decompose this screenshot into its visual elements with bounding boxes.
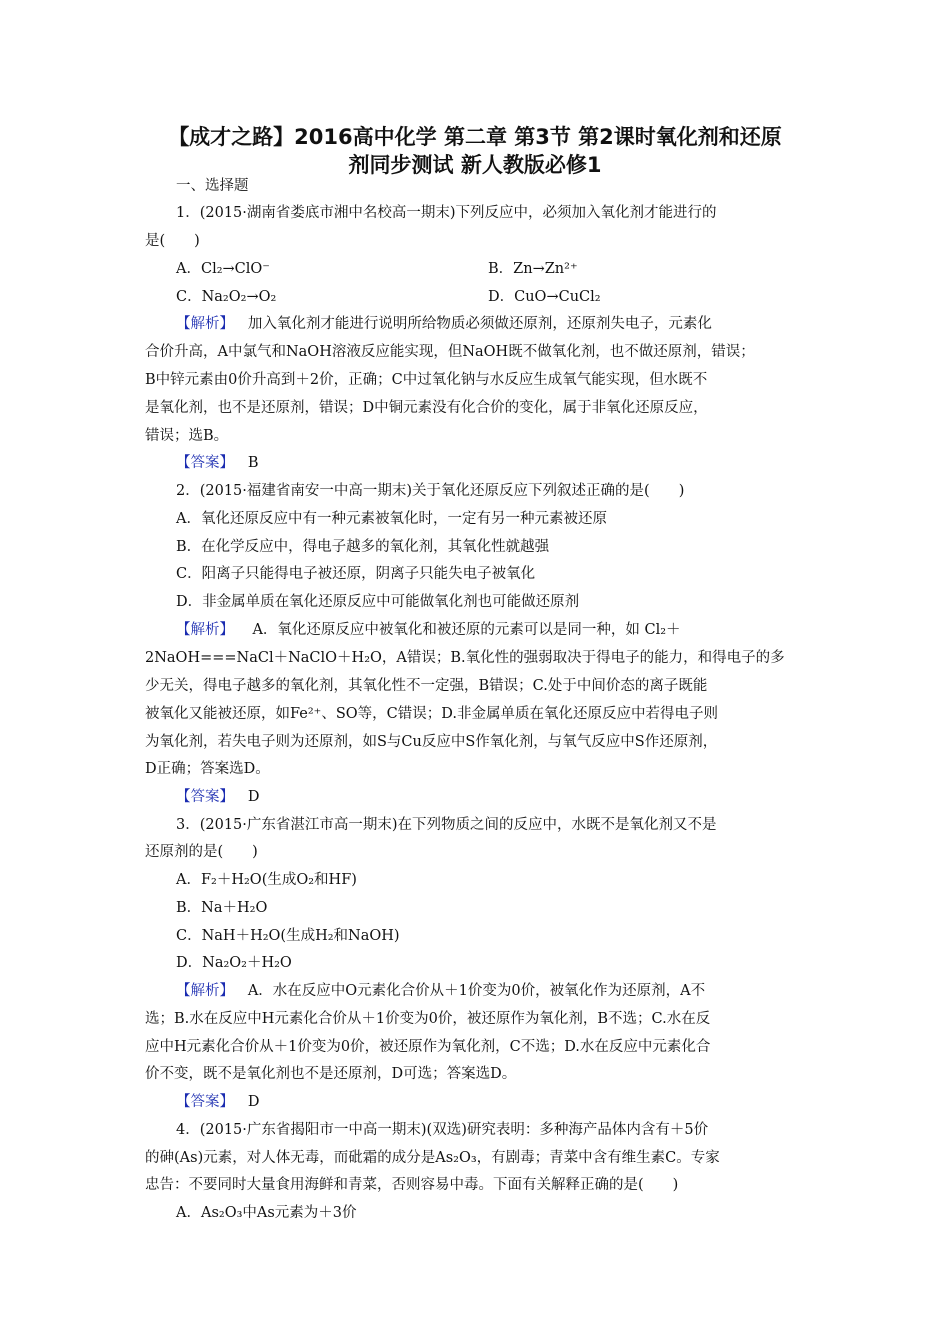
q1-option-d: D．CuO→CuCl₂ (488, 289, 601, 305)
q1-stem-line1: 1．(2015·湖南省娄底市湘中名校高一期末)下列反应中，必须加入氧化剂才能进行的 (176, 205, 717, 221)
q3-option-b: B．Na＋H₂O (176, 900, 268, 916)
q3-option-c: C．NaH＋H₂O(生成H₂和NaOH) (176, 928, 400, 944)
q3-answer-tag: 【答案】 (176, 1094, 234, 1110)
q1-analysis-tag: 【解析】 (176, 316, 234, 332)
q1-analysis-line1 (176, 314, 712, 334)
q4-stem-line3: 忠告：不要同时大量食用海鲜和青菜，否则容易中毒。下面有关解释正确的是( ) (145, 1177, 679, 1193)
q2-analysis-line4: 被氧化又能被还原，如Fe²⁺、SO等，C错误；D.非金属单质在氧化还原反应中若得电子则 (145, 706, 718, 722)
q3-analysis-tag: 【解析】 (176, 983, 234, 999)
document-title-line2: 剂同步测试 新人教版必修1 (348, 153, 602, 177)
q2-option-c: C．阳离子只能得电子被还原，阴离子只能失电子被氧化 (176, 566, 536, 582)
q2-answer-value: D (247, 789, 260, 805)
q1-option-c: C．Na₂O₂→O₂ (176, 289, 277, 305)
q2-analysis-line3: 少无关，得电子越多的氧化剂，其氧化性不一定强，B错误；C.处于中间价态的离子既能 (145, 678, 708, 694)
q2-analysis-line1 (176, 620, 681, 640)
q1-stem-line2: 是( ) (145, 233, 200, 249)
section-heading: 一、选择题 (176, 178, 249, 194)
q2-analysis-line2: 2NaOH===NaCl＋NaClO＋H₂O，A错误；B.氧化性的强弱取决于得电子的能力，和得电子的多 (145, 650, 785, 666)
q1-option-b: B．Zn→Zn²⁺ (488, 261, 578, 277)
q2-analysis-line6: D正确；答案选D。 (145, 761, 270, 777)
q3-analysis-line3: 应中H元素化合价从＋1价变为0价，被还原作为氧化剂，C不选；D.水在反应中元素化合 (145, 1039, 711, 1055)
q1-analysis-line5: 错误；选B。 (145, 428, 229, 444)
q2-analysis-tag: 【解析】 (176, 622, 234, 638)
q1-answer-tag: 【答案】 (176, 455, 234, 471)
q2-analysis-text1: A．氧化还原反应中被氧化和被还原的元素可以是同一种，如 Cl₂＋ (252, 622, 681, 638)
q2-answer-tag: 【答案】 (176, 789, 234, 805)
q4-stem-line1: 4．(2015·广东省揭阳市一中高一期末)(双选)研究表明：多种海产品体内含有＋5价 (176, 1122, 709, 1138)
q1-analysis-text1: 加入氧化剂才能进行说明所给物质必须做还原剂，还原剂失电子，元素化 (247, 316, 712, 332)
q1-analysis-line2: 合价升高，A中氯气和NaOH溶液反应能实现，但NaOH既不做氧化剂，也不做还原剂，错误； (145, 344, 755, 360)
q3-stem-line1: 3．(2015·广东省湛江市高一期末)在下列物质之间的反应中，水既不是氧化剂又不是 (176, 817, 717, 833)
document-title-line1: 【成才之路】2016高中化学 第二章 第3节 第2课时氧化剂和还原 (168, 125, 782, 149)
q3-analysis-text1: A．水在反应中O元素化合价从＋1价变为0价，被氧化作为还原剂，A不 (247, 983, 706, 999)
q2-option-a: A．氧化还原反应中有一种元素被氧化时，一定有另一种元素被还原 (176, 511, 607, 527)
q3-analysis-line1 (176, 981, 705, 1001)
q2-analysis-line5: 为氧化剂，若失电子则为还原剂，如S与Cu反应中S作氧化剂，与氧气反应中S作还原剂， (145, 734, 718, 750)
q3-analysis-line2: 选；B.水在反应中H元素化合价从＋1价变为0价，被还原作为氧化剂，B不选；C.水在反 (145, 1011, 711, 1027)
q3-stem-line2: 还原剂的是( ) (145, 844, 258, 860)
q2-stem: 2．(2015·福建省南安一中高一期末)关于氧化还原反应下列叙述正确的是( ) (176, 483, 685, 499)
q1-answer (176, 453, 258, 473)
q3-option-a: A．F₂＋H₂O(生成O₂和HF) (176, 872, 357, 888)
q1-answer-value: B (247, 455, 259, 471)
q1-option-a: A．Cl₂→ClO⁻ (176, 261, 270, 277)
q3-analysis-line4: 价不变，既不是氧化剂也不是还原剂，D可选；答案选D。 (145, 1066, 517, 1082)
q1-analysis-line4: 是氧化剂，也不是还原剂，错误；D中铜元素没有化合价的变化，属于非氧化还原反应， (145, 400, 708, 416)
q2-answer (176, 787, 259, 807)
q3-answer (176, 1092, 259, 1112)
q2-option-b: B．在化学反应中，得电子越多的氧化剂，其氧化性就越强 (176, 539, 550, 555)
q3-option-d: D．Na₂O₂＋H₂O (176, 955, 292, 971)
q2-option-d: D．非金属单质在氧化还原反应中可能做氧化剂也可能做还原剂 (176, 594, 580, 610)
q4-option-a: A．As₂O₃中As元素为＋3价 (176, 1205, 357, 1221)
q4-stem-line2: 的砷(As)元素，对人体无毒，而砒霜的成分是As₂O₃，有剧毒；青菜中含有维生素C。专家 (145, 1150, 720, 1166)
q1-analysis-line3: B中锌元素由0价升高到＋2价，正确；C中过氧化钠与水反应生成氧气能实现，但水既不 (145, 372, 708, 388)
q3-answer-value: D (247, 1094, 260, 1110)
